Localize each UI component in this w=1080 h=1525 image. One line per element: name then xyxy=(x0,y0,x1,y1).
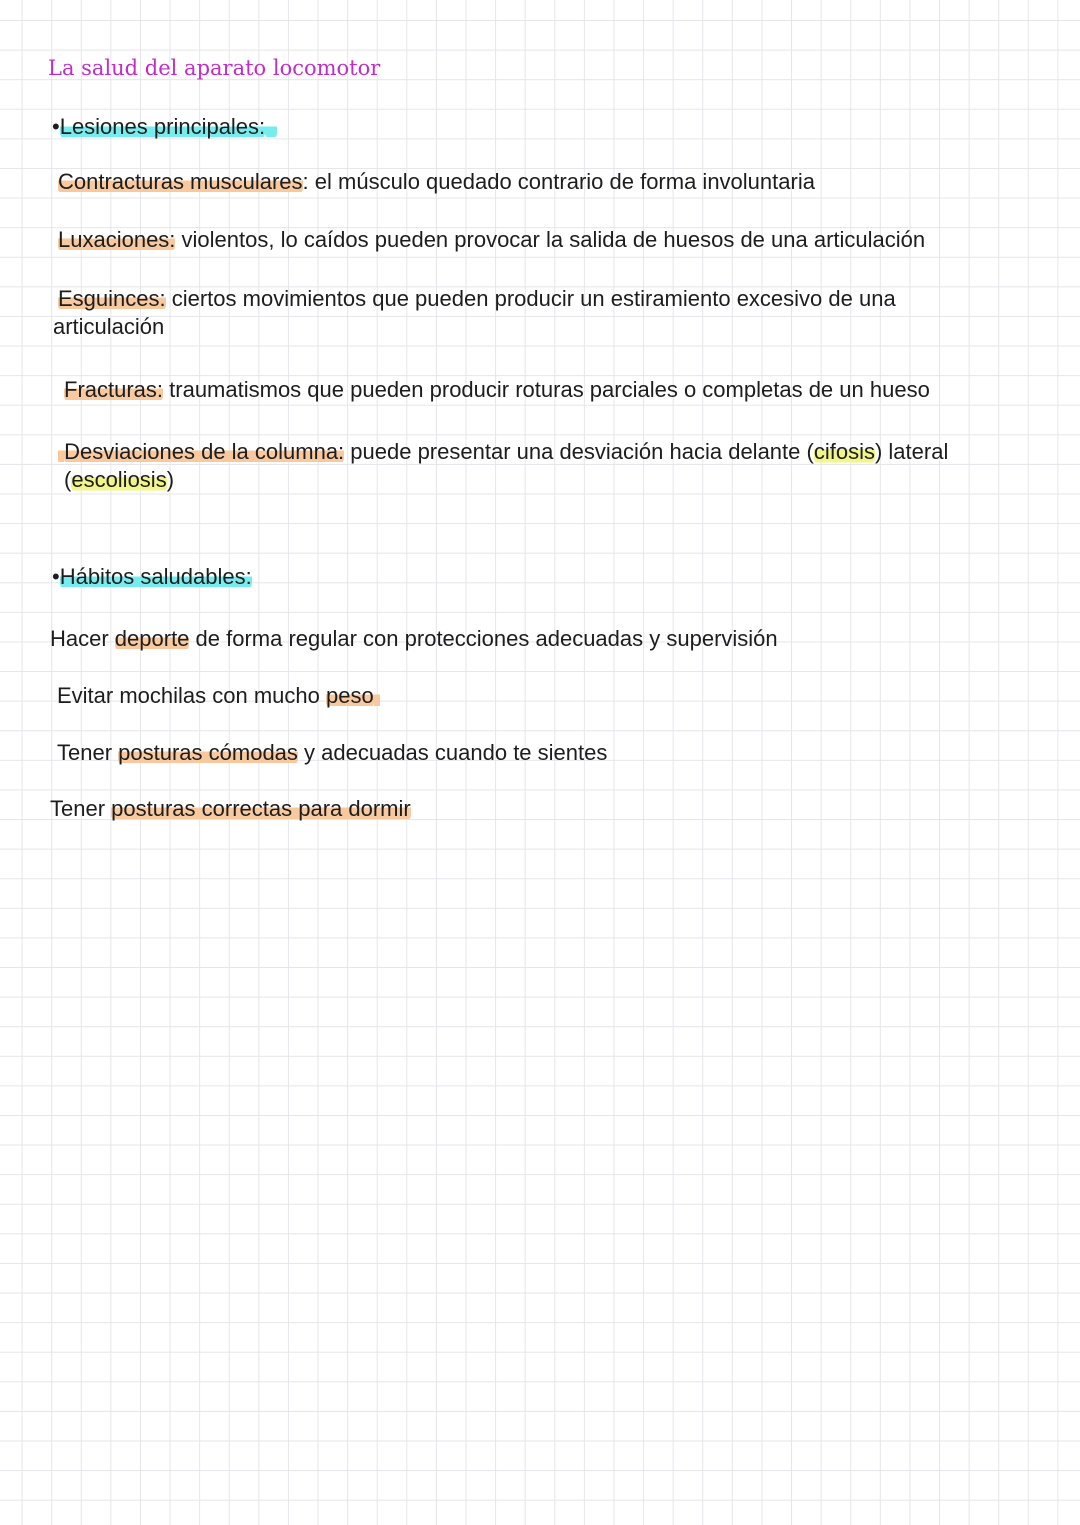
section-heading-lesiones xyxy=(52,113,277,141)
lesion-term: Esguinces: xyxy=(58,286,166,311)
lesion-term: Luxaciones: xyxy=(58,227,176,252)
habit-item-posturas-comodas: Tener posturas cómodas y adecuadas cuando te sientes xyxy=(57,740,608,765)
lesion-item-esguinces xyxy=(58,285,896,313)
habit-keyword: deporte xyxy=(114,626,190,651)
section-heading-text: Hábitos saludables: xyxy=(59,564,252,589)
lesion-item-fracturas xyxy=(64,376,930,404)
lesion-description: : el músculo quedado contrario de forma involuntaria xyxy=(302,169,815,194)
lesion-description: traumatismos que pueden producir roturas parciales o completas de un hueso xyxy=(163,377,930,402)
bullet: • xyxy=(52,114,60,139)
page-title: La salud del aparato locomotor xyxy=(48,56,381,80)
lesion-description-end: ) lateral xyxy=(874,439,949,464)
lesion-description: puede presentar una desviación hacia delante ( xyxy=(344,439,814,464)
section-heading-text: Lesiones principales: xyxy=(59,114,266,139)
highlighted-term-escoliosis: escoliosis xyxy=(71,467,167,492)
habit-item-posturas-dormir: Tener posturas correctas para dormir xyxy=(50,796,411,821)
bullet: • xyxy=(52,564,60,589)
lesion-item-desviaciones xyxy=(58,438,948,466)
lesion-term: Fracturas: xyxy=(64,377,164,402)
lesion-item-contracturas xyxy=(58,168,815,196)
lesion-description: articulación xyxy=(53,314,165,339)
section-heading-habitos xyxy=(52,563,252,591)
lesion-term: Contracturas musculares xyxy=(58,169,303,194)
habit-keyword: posturas cómodas xyxy=(118,740,298,765)
habit-keyword: posturas correctas para dormir xyxy=(111,796,411,821)
highlighted-term-cifosis: cifosis xyxy=(813,439,875,464)
habit-item-deporte: Hacer deporte de forma regular con protecciones adecuadas y supervisión xyxy=(50,626,778,651)
lesion-item-luxaciones xyxy=(58,226,925,254)
lesion-description: violentos, lo caídos pueden provocar la salida de huesos de una articulación xyxy=(175,227,926,252)
lesion-item-desviaciones-continued: (escoliosis) xyxy=(64,467,175,492)
lesion-description: ciertos movimientos que pueden producir un estiramiento excesivo de una xyxy=(165,286,896,311)
habit-keyword: peso xyxy=(326,683,374,708)
habit-item-mochilas: Evitar mochilas con mucho peso xyxy=(57,682,380,710)
lesion-term: Desviaciones de la columna: xyxy=(64,439,345,464)
lesion-item-esguinces-continued xyxy=(53,313,164,341)
